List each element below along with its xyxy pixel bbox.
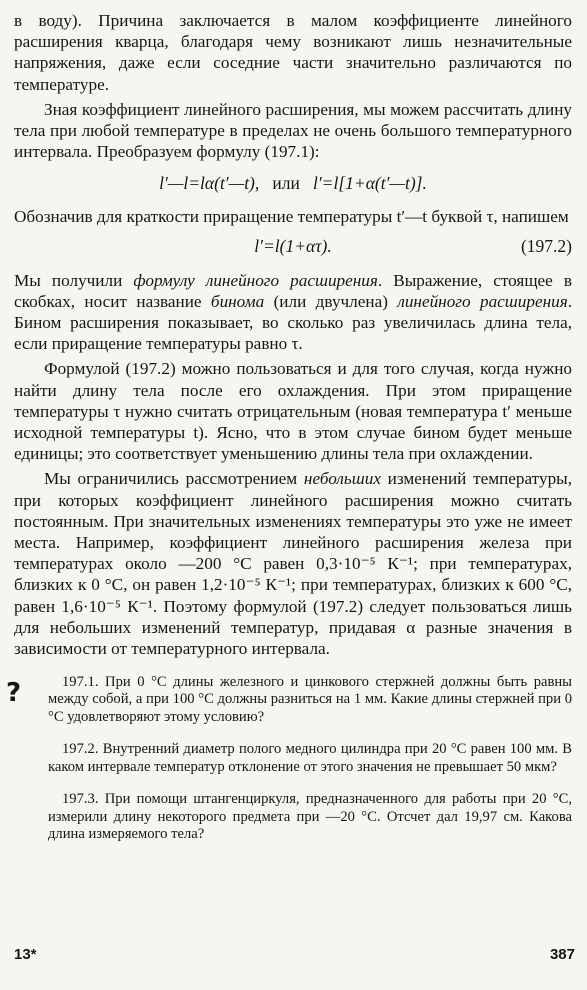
paragraph-limitations: [14, 468, 572, 659]
page-number: 387: [549, 946, 575, 963]
paragraph-coefficient: Зная коэффициент линейного расширения, мы можем рассчитать длину тела при любой температуре в пределах не очень большого температурного интервала. Преобразуем формулу (197.1):: [14, 99, 572, 162]
signature-mark: 13*: [14, 946, 37, 963]
term-binomial: бинома: [210, 291, 265, 311]
formula-part-a: l′—l=lα(t′—t),: [159, 173, 260, 194]
text-run: . Бином расширения показывает, во сколько раз увеличилась длина тела, если приращение температуры равно τ.: [14, 291, 572, 354]
problem-item: [48, 791, 572, 844]
text-run: изменений температуры, при которых коэффициент линейного расширения можно считать постоянным. При значительных изменениях температуры это уже не имеет места. Например, коэффициент линейного расширения железа при температурах около —200 °С равен 0,3·10⁻⁵ К⁻¹; при температурах, близких к 0 °С, он равен 1,2·10⁻⁵ К⁻¹; при температурах, близких к 600 °С, равен 1,6·10⁻⁵ К⁻¹. Поэтому формулой (197.2) следует пользоваться лишь для небольших изменений температур, придавая α разные значения в зависимости от температурного интервала.: [14, 469, 573, 659]
formula-197-1-transformed: [14, 172, 572, 194]
problem-text: При помощи штангенциркуля, предназначенного для работы при 20 °С, измерили длину некоторого предмета при —20 °С. Отсчет дал 19,97 см. Какова длина измеряемого тела?: [48, 791, 572, 843]
paragraph-cooling: Формулой (197.2) можно пользоваться и для того случая, когда нужно найти длину тела после его охлаждения. При этом приращение температуры τ нужно считать отрицательным (новая температура t′ меньше исходной температуры t). Ясно, что в этом случае бином будет меньше единицы; это соответствует уменьшению длины тела при охлаждении.: [14, 359, 572, 464]
text-run: (или двучлена): [264, 291, 398, 311]
problem-text: При 0 °С длины железного и цинкового стержней должны быть равны между собой, а при 100 °С должны разниться на 1 мм. Какие длины стержней при 0 °С удовлетворяют этому условию?: [48, 673, 572, 726]
page-body: [6, 10, 573, 858]
term-linear-expansion-formula: формулу линейного расширения: [133, 270, 378, 290]
term-small: небольших: [303, 469, 381, 489]
formula-197-2: [14, 236, 572, 260]
problem-number: 197.3.: [62, 791, 99, 808]
problem-number: 197.1.: [62, 673, 99, 690]
formula-or: или: [272, 173, 300, 194]
problem-text: Внутренний диаметр полого медного цилиндра при 20 °С равен 100 мм. В каком интервале температур отклонение от этого значения не превышает 50 мкм?: [48, 741, 572, 775]
paragraph-intro: в воду). Причина заключается в малом коэффициенте линейного расширения кварца, благодаря чему возникают лишь незначительные напряжения, даже если соседние части значительно различаются по температуре.: [14, 11, 572, 94]
formula-197-2-expression: l′=l(1+ατ).: [254, 235, 332, 256]
term-linear-expansion: линейного расширения: [397, 291, 568, 311]
problem-item: [48, 741, 572, 776]
problem-number: 197.2.: [62, 741, 99, 758]
question-mark-icon: ?: [6, 677, 22, 708]
paragraph-notation: Обозначив для краткости приращение температуры t′—t буквой τ, напишем: [14, 207, 569, 227]
paragraph-binomial: [14, 270, 572, 355]
problem-item: [48, 674, 572, 727]
formula-197-2-number: (197.2): [520, 235, 572, 256]
problems-section: [6, 673, 572, 844]
text-run: Мы ограничились рассмотрением: [44, 469, 304, 489]
formula-part-b: l′=l[1+α(t′—t)].: [312, 173, 427, 194]
text-run: Мы получили: [14, 270, 134, 290]
text-run: . Выражение, стоящее в скобках, носит название: [14, 270, 573, 311]
